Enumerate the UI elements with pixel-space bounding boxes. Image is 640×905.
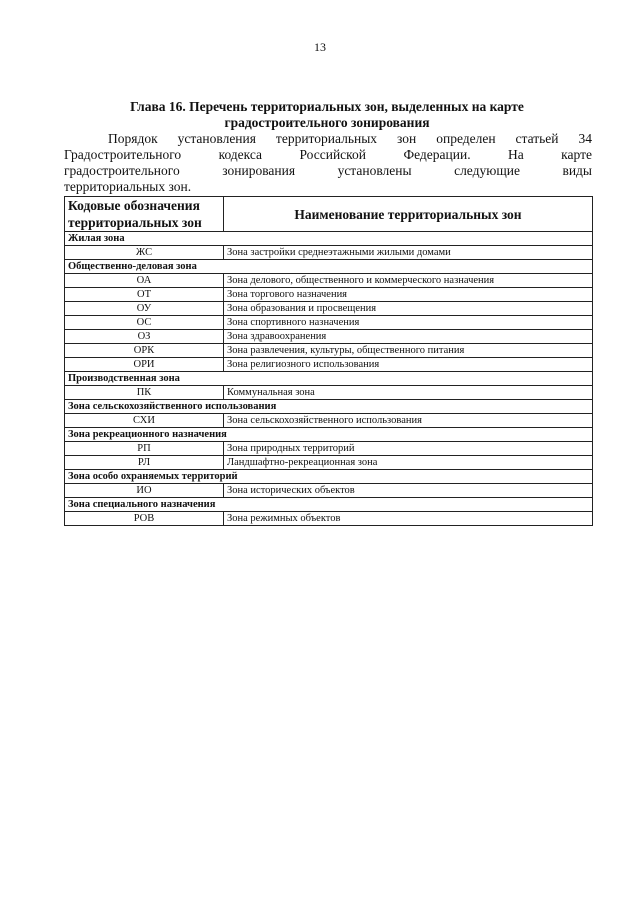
zone-code: ОС xyxy=(65,316,224,330)
table-row xyxy=(65,386,593,400)
zone-code: ОРИ xyxy=(65,358,224,372)
intro-paragraph xyxy=(64,131,592,195)
zone-code: ОТ xyxy=(65,288,224,302)
group-title: Зона особо охраняемых территорий xyxy=(65,470,593,484)
group-row xyxy=(65,470,593,484)
group-title: Зона сельскохозяйственного использования xyxy=(65,400,593,414)
zone-code: ОЗ xyxy=(65,330,224,344)
zones-table-body xyxy=(65,232,593,526)
zone-name: Зона торгового назначения xyxy=(224,288,593,302)
zone-code: ОА xyxy=(65,274,224,288)
intro-line2: Градостроительного кодекса Российской Федерации. На карте xyxy=(64,147,592,162)
table-row xyxy=(65,442,593,456)
zone-name: Зона делового, общественного и коммерческого назначения xyxy=(224,274,593,288)
group-title: Жилая зона xyxy=(65,232,593,246)
zone-code: ПК xyxy=(65,386,224,400)
zone-name: Зона образования и просвещения xyxy=(224,302,593,316)
group-row xyxy=(65,428,593,442)
zone-name: Зона природных территорий xyxy=(224,442,593,456)
table-row xyxy=(65,414,593,428)
header-name-cell: Наименование территориальных зон xyxy=(224,197,593,232)
zone-code: РП xyxy=(65,442,224,456)
table-row xyxy=(65,316,593,330)
zone-name: Зона застройки среднеэтажными жилыми домами xyxy=(224,246,593,260)
table-row xyxy=(65,484,593,498)
zones-table xyxy=(64,196,593,526)
table-row xyxy=(65,456,593,470)
table-row xyxy=(65,358,593,372)
group-title: Зона специального назначения xyxy=(65,498,593,512)
zone-code: ИО xyxy=(65,484,224,498)
intro-line3: градостроительного зонирования установлены следующие виды xyxy=(64,163,592,178)
group-row xyxy=(65,260,593,274)
zone-code: РЛ xyxy=(65,456,224,470)
group-title: Производственная зона xyxy=(65,372,593,386)
zone-name: Зона режимных объектов xyxy=(224,512,593,526)
table-row xyxy=(65,246,593,260)
group-row xyxy=(65,400,593,414)
header-code-cell xyxy=(65,197,224,232)
zone-name: Зона здравоохранения xyxy=(224,330,593,344)
zone-name: Зона исторических объектов xyxy=(224,484,593,498)
zone-code: ОРК xyxy=(65,344,224,358)
zone-code: ОУ xyxy=(65,302,224,316)
zone-code: СХИ xyxy=(65,414,224,428)
zone-code: РОВ xyxy=(65,512,224,526)
group-row xyxy=(65,372,593,386)
intro-line4: территориальных зон. xyxy=(64,179,192,194)
table-row xyxy=(65,512,593,526)
zone-name: Коммунальная зона xyxy=(224,386,593,400)
page-number: 13 xyxy=(314,40,326,54)
zone-name: Зона религиозного использования xyxy=(224,358,593,372)
table-row xyxy=(65,274,593,288)
table-row xyxy=(65,288,593,302)
intro-line1: Порядок установления территориальных зон определен статьей 34 xyxy=(108,131,592,146)
header-code-line1: Кодовые обозначения xyxy=(68,198,200,213)
group-title: Общественно-деловая зона xyxy=(65,260,593,274)
chapter-title xyxy=(64,99,590,131)
zone-name: Ландшафтно-рекреационная зона xyxy=(224,456,593,470)
group-row xyxy=(65,498,593,512)
table-header-row xyxy=(65,197,593,232)
zone-code: ЖС xyxy=(65,246,224,260)
zone-name: Зона развлечения, культуры, общественного питания xyxy=(224,344,593,358)
zone-name: Зона сельскохозяйственного использования xyxy=(224,414,593,428)
group-row xyxy=(65,232,593,246)
group-title: Зона рекреационного назначения xyxy=(65,428,593,442)
zone-name: Зона спортивного назначения xyxy=(224,316,593,330)
header-code-line2: территориальных зон xyxy=(68,215,202,230)
table-row xyxy=(65,330,593,344)
chapter-title-line2: градостроительного зонирования xyxy=(224,115,430,130)
chapter-title-line1: Глава 16. Перечень территориальных зон, выделенных на карте xyxy=(130,99,524,114)
table-row xyxy=(65,344,593,358)
table-row xyxy=(65,302,593,316)
